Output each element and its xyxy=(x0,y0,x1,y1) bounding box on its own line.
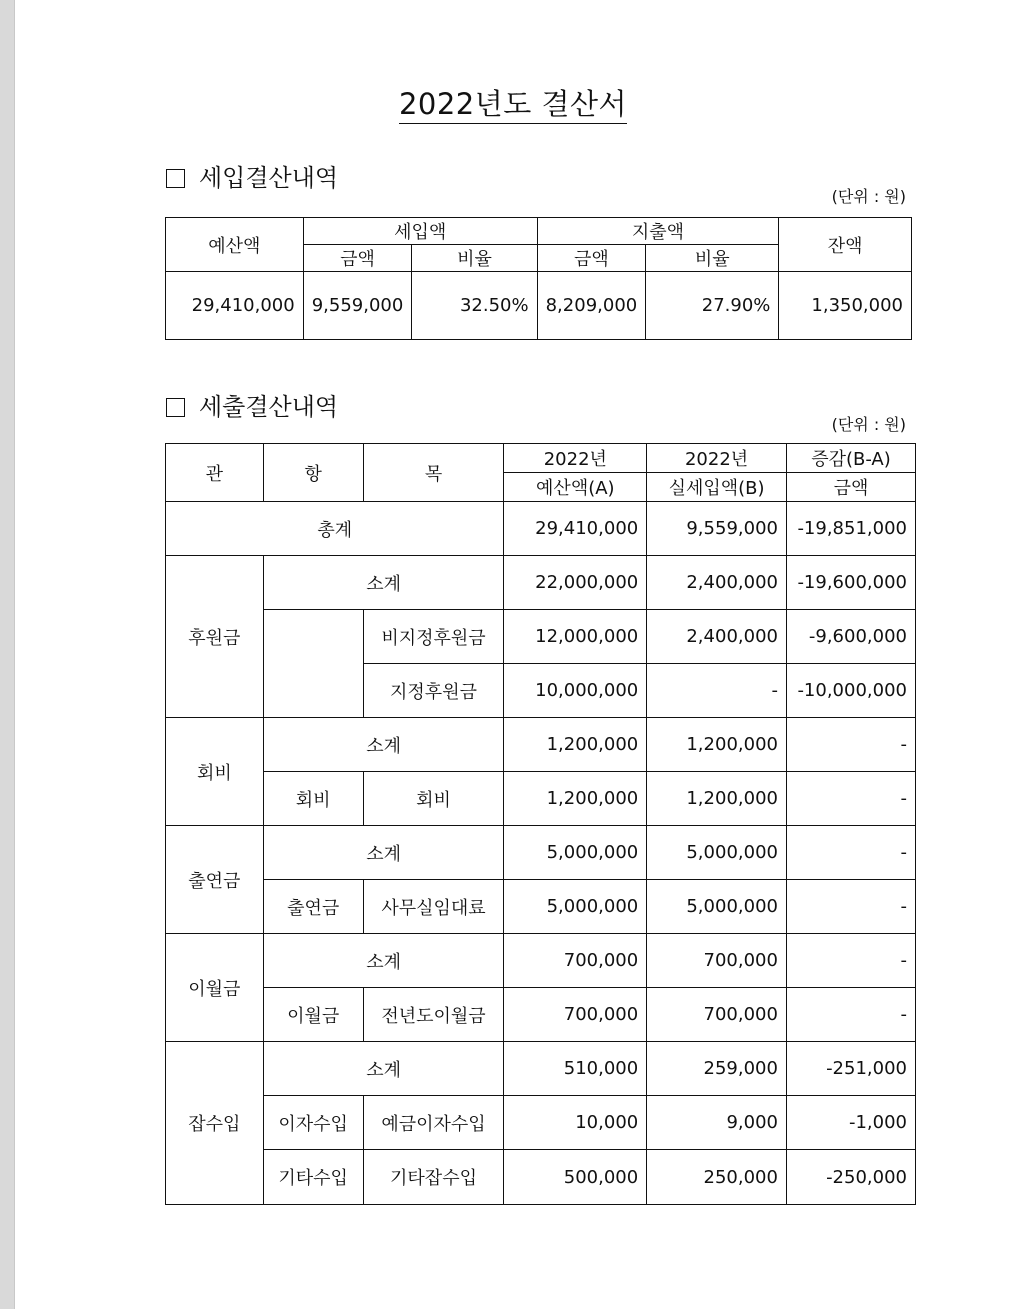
cell-expenditure-ratio: 27.90% xyxy=(646,272,779,340)
mok-cell: 전년도이월금 xyxy=(363,988,504,1042)
diff-cell: - xyxy=(786,880,915,934)
income-heading xyxy=(166,158,338,193)
budget-cell: 5,000,000 xyxy=(504,880,647,934)
actual-cell: 250,000 xyxy=(647,1150,787,1205)
subtotal-label: 소계 xyxy=(263,1042,504,1096)
cell-revenue-amount: 9,559,000 xyxy=(303,272,412,340)
header-year-a: 2022년 xyxy=(504,444,647,473)
hang-cell: 이자수입 xyxy=(263,1096,363,1150)
subtotal-diff: - xyxy=(786,934,915,988)
subtotal-budget: 700,000 xyxy=(504,934,647,988)
cell-budget: 29,410,000 xyxy=(166,272,304,340)
subtotal-label: 소계 xyxy=(263,718,504,772)
subtotal-actual: 5,000,000 xyxy=(647,826,787,880)
header-expenditure-ratio: 비율 xyxy=(646,245,779,272)
table-row xyxy=(166,718,916,772)
mok-cell: 예금이자수입 xyxy=(363,1096,504,1150)
budget-cell: 1,200,000 xyxy=(504,772,647,826)
hang-cell xyxy=(263,610,363,718)
table-row xyxy=(166,772,916,826)
table-row xyxy=(166,272,912,340)
mok-cell: 회비 xyxy=(363,772,504,826)
header-actual: 실세입액(B) xyxy=(647,473,787,502)
document-title-text: 2022년도 결산서 xyxy=(399,87,627,124)
header-amount: 금액 xyxy=(786,473,915,502)
header-year-b: 2022년 xyxy=(647,444,787,473)
total-actual: 9,559,000 xyxy=(647,502,787,556)
subtotal-diff: - xyxy=(786,718,915,772)
header-expenditure-amount: 금액 xyxy=(537,245,646,272)
total-label: 총계 xyxy=(166,502,504,556)
cell-revenue-ratio: 32.50% xyxy=(412,272,537,340)
table-row xyxy=(166,610,916,664)
table-row xyxy=(166,826,916,880)
hang-cell: 기타수입 xyxy=(263,1150,363,1205)
subtotal-diff: -19,600,000 xyxy=(786,556,915,610)
actual-cell: 9,000 xyxy=(647,1096,787,1150)
header-expenditure: 지출액 xyxy=(537,218,779,245)
subtotal-actual: 2,400,000 xyxy=(647,556,787,610)
mok-cell: 비지정후원금 xyxy=(363,610,504,664)
diff-cell: - xyxy=(786,988,915,1042)
actual-cell: 2,400,000 xyxy=(647,610,787,664)
table-row xyxy=(166,1150,916,1205)
expense-table xyxy=(165,443,916,1205)
table-row xyxy=(166,988,916,1042)
subtotal-label: 소계 xyxy=(263,934,504,988)
mok-cell: 사무실임대료 xyxy=(363,880,504,934)
gwan-cell: 이월금 xyxy=(166,934,264,1042)
total-row xyxy=(166,502,916,556)
expense-unit: (단위 : 원) xyxy=(831,415,906,434)
document-title xyxy=(0,82,1026,123)
total-budget: 29,410,000 xyxy=(504,502,647,556)
table-row xyxy=(166,1042,916,1096)
header-diff: 증감(B-A) xyxy=(786,444,915,473)
budget-cell: 500,000 xyxy=(504,1150,647,1205)
header-mok: 목 xyxy=(363,444,504,502)
header-hang: 항 xyxy=(263,444,363,502)
subtotal-budget: 22,000,000 xyxy=(504,556,647,610)
subtotal-label: 소계 xyxy=(263,556,504,610)
diff-cell: -250,000 xyxy=(786,1150,915,1205)
expense-heading-text: 세출결산내역 xyxy=(199,393,339,421)
expense-heading xyxy=(166,387,338,422)
header-revenue: 세입액 xyxy=(303,218,537,245)
gwan-cell: 출연금 xyxy=(166,826,264,934)
header-gwan: 관 xyxy=(166,444,264,502)
checkbox-icon xyxy=(166,169,185,188)
table-row xyxy=(166,880,916,934)
actual-cell: 700,000 xyxy=(647,988,787,1042)
gwan-cell: 잡수입 xyxy=(166,1042,264,1205)
subtotal-budget: 1,200,000 xyxy=(504,718,647,772)
income-unit: (단위 : 원) xyxy=(831,187,906,206)
budget-cell: 12,000,000 xyxy=(504,610,647,664)
actual-cell: 5,000,000 xyxy=(647,880,787,934)
checkbox-icon xyxy=(166,398,185,417)
subtotal-actual: 259,000 xyxy=(647,1042,787,1096)
income-table xyxy=(165,217,912,340)
gwan-cell: 후원금 xyxy=(166,556,264,718)
gwan-cell: 회비 xyxy=(166,718,264,826)
cell-balance: 1,350,000 xyxy=(779,272,912,340)
budget-cell: 10,000,000 xyxy=(504,664,647,718)
cell-expenditure-amount: 8,209,000 xyxy=(537,272,646,340)
header-revenue-amount: 금액 xyxy=(303,245,412,272)
actual-cell: - xyxy=(647,664,787,718)
left-margin-bar xyxy=(0,0,15,1309)
subtotal-diff: -251,000 xyxy=(786,1042,915,1096)
mok-cell: 지정후원금 xyxy=(363,664,504,718)
header-budget: 예산액 xyxy=(166,218,304,272)
header-balance: 잔액 xyxy=(779,218,912,272)
subtotal-label: 소계 xyxy=(263,826,504,880)
header-revenue-ratio: 비율 xyxy=(412,245,537,272)
subtotal-actual: 700,000 xyxy=(647,934,787,988)
hang-cell: 이월금 xyxy=(263,988,363,1042)
subtotal-diff: - xyxy=(786,826,915,880)
subtotal-budget: 510,000 xyxy=(504,1042,647,1096)
actual-cell: 1,200,000 xyxy=(647,772,787,826)
header-budget: 예산액(A) xyxy=(504,473,647,502)
diff-cell: -9,600,000 xyxy=(786,610,915,664)
hang-cell: 회비 xyxy=(263,772,363,826)
table-row xyxy=(166,556,916,610)
diff-cell: -10,000,000 xyxy=(786,664,915,718)
income-heading-text: 세입결산내역 xyxy=(199,164,339,192)
diff-cell: -1,000 xyxy=(786,1096,915,1150)
subtotal-budget: 5,000,000 xyxy=(504,826,647,880)
hang-cell: 출연금 xyxy=(263,880,363,934)
table-row xyxy=(166,934,916,988)
table-row xyxy=(166,1096,916,1150)
mok-cell: 기타잡수입 xyxy=(363,1150,504,1205)
budget-cell: 700,000 xyxy=(504,988,647,1042)
budget-cell: 10,000 xyxy=(504,1096,647,1150)
total-diff: -19,851,000 xyxy=(786,502,915,556)
subtotal-actual: 1,200,000 xyxy=(647,718,787,772)
diff-cell: - xyxy=(786,772,915,826)
